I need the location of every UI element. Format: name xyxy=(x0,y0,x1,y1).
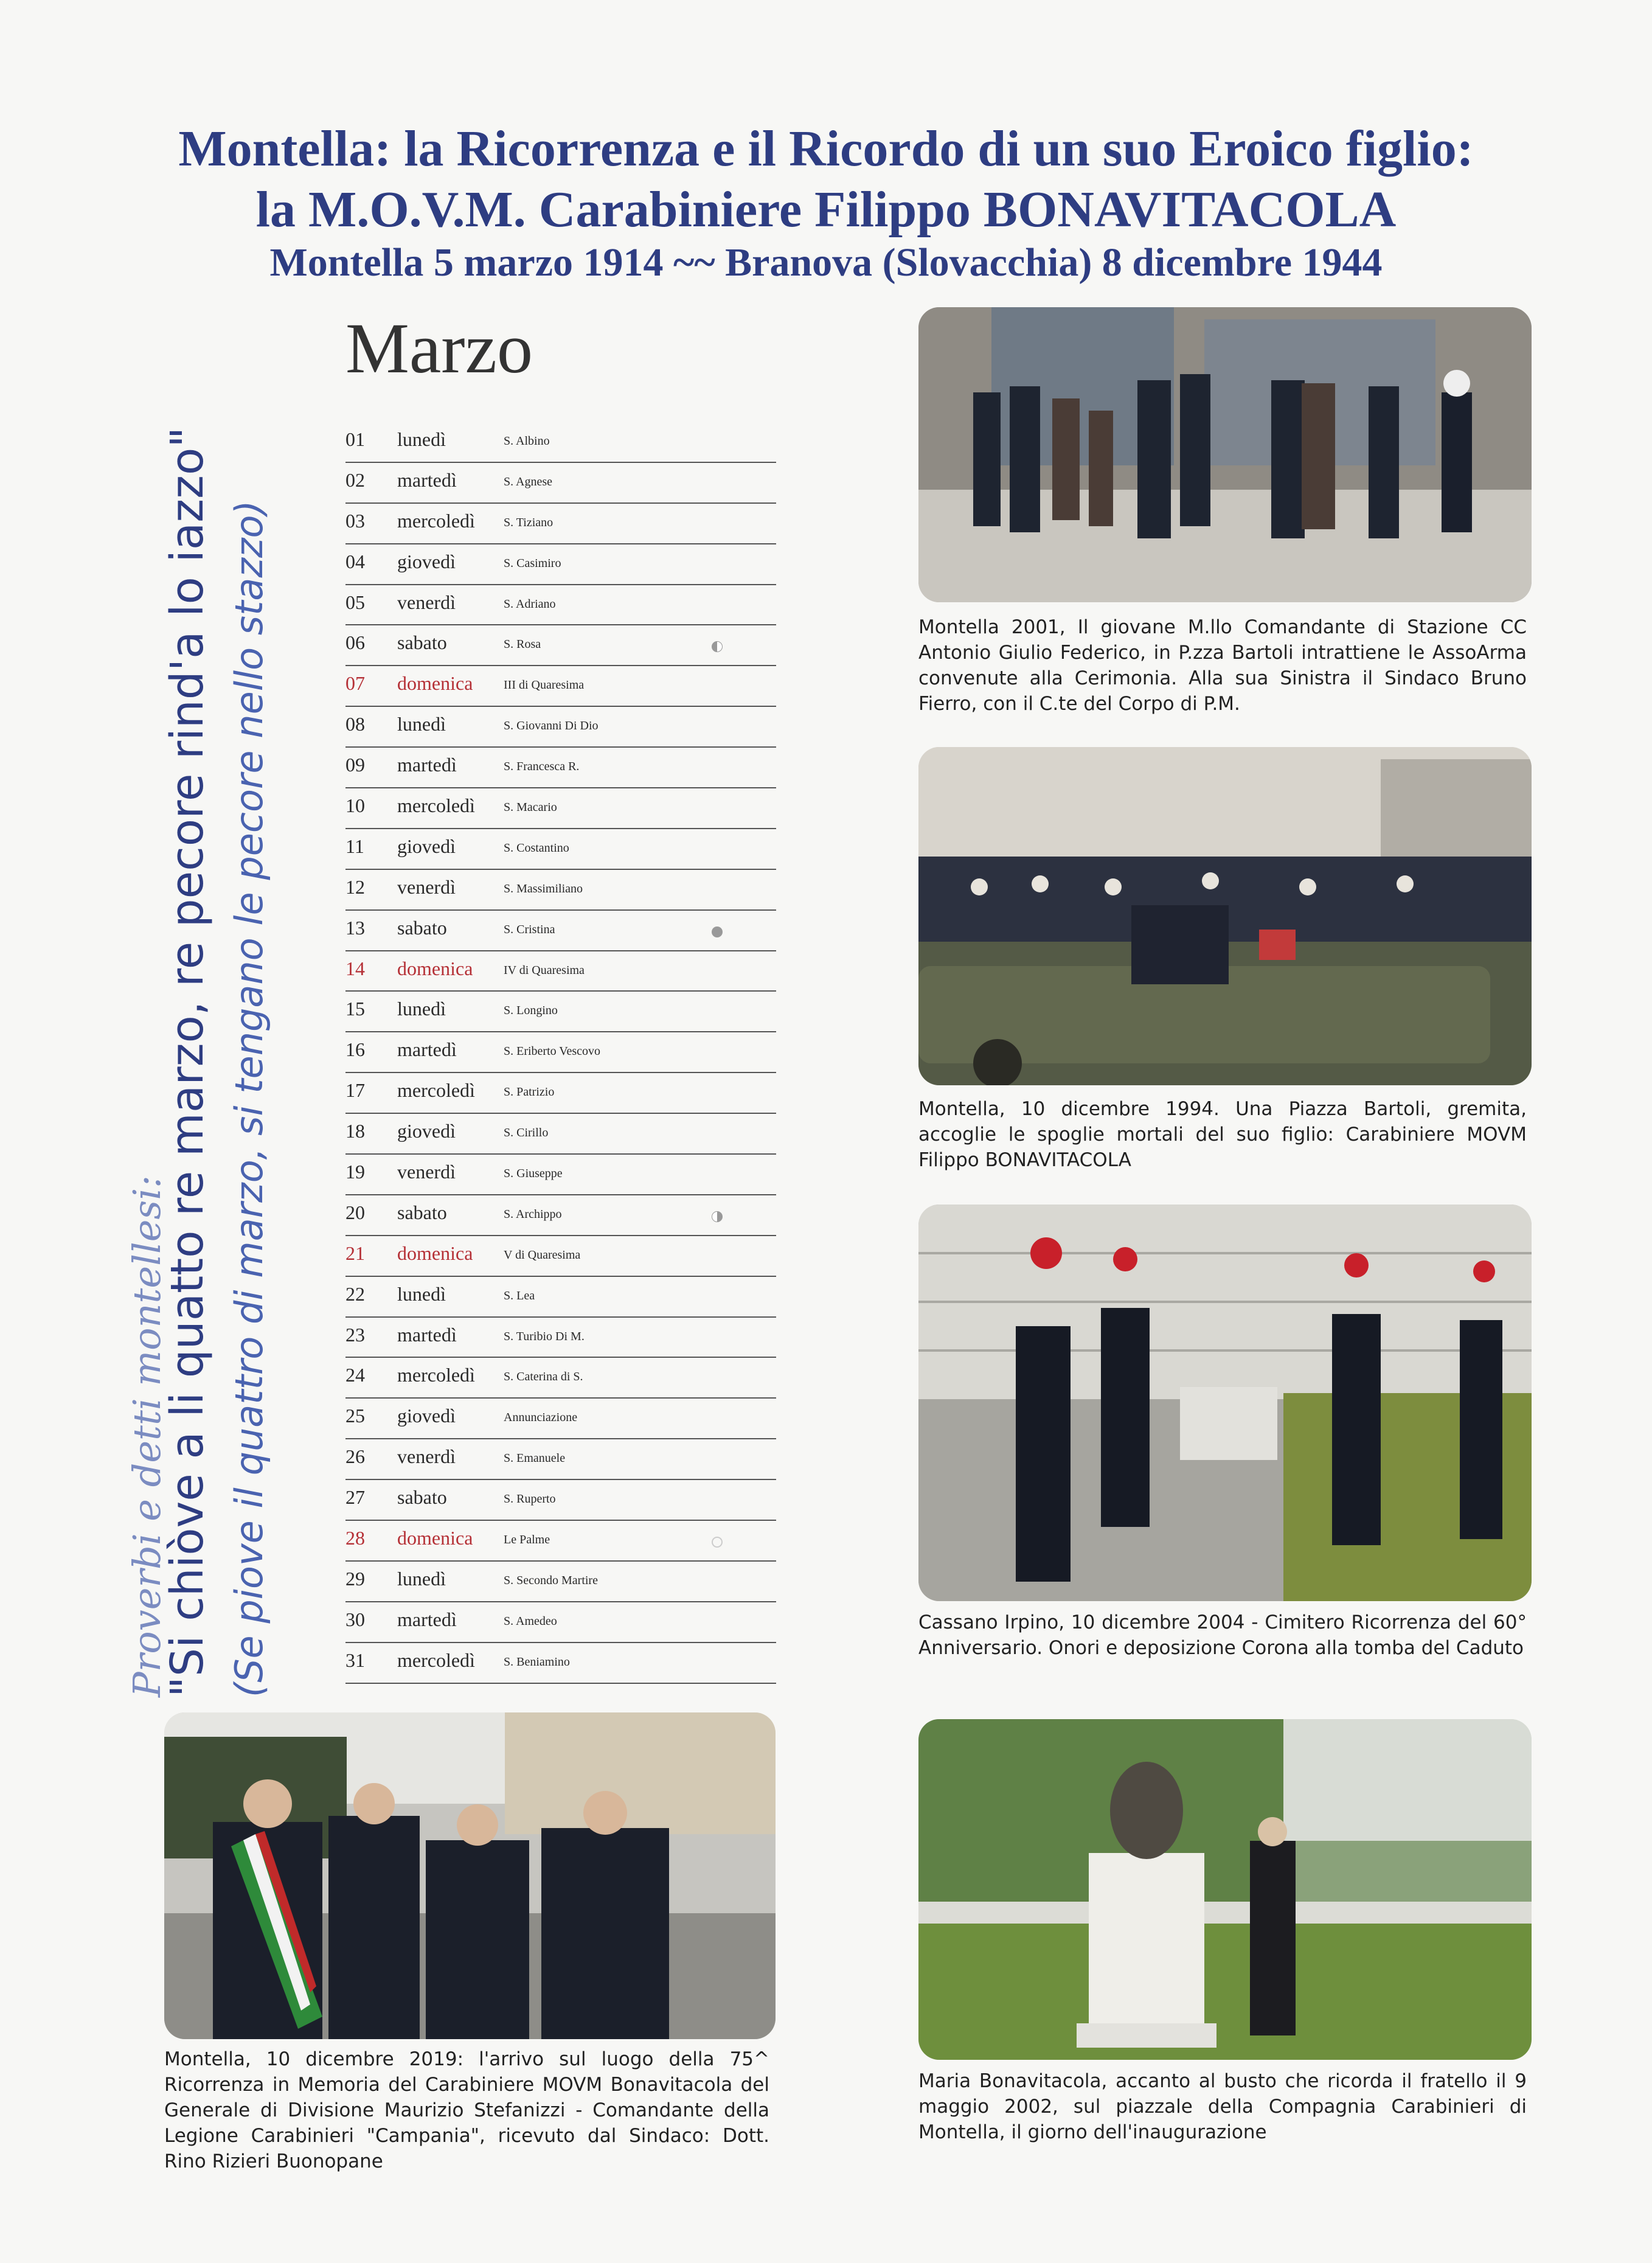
day-saint: S. Caterina di S. xyxy=(504,1370,583,1384)
proverb-translation: (Se piove il quattro di marzo, si tengano le pecore nello stazzo) xyxy=(227,500,271,1697)
calendar-day-row xyxy=(345,1521,776,1562)
day-saint: S. Archippo xyxy=(504,1207,562,1221)
day-number: 19 xyxy=(345,1161,365,1183)
photo-cemetery-2004 xyxy=(918,1204,1532,1601)
calendar-day-row xyxy=(345,504,776,544)
day-number: 08 xyxy=(345,713,365,735)
day-name: lunedì xyxy=(397,1567,446,1590)
moon-phase-icon xyxy=(712,926,723,937)
calendar-day-row xyxy=(345,1073,776,1114)
day-name: lunedì xyxy=(397,713,446,735)
day-number: 14 xyxy=(345,957,365,979)
day-number: 26 xyxy=(345,1445,365,1468)
moon-phase-icon xyxy=(712,641,723,652)
day-name: domenica xyxy=(397,1527,473,1549)
day-number: 22 xyxy=(345,1282,365,1305)
calendar-day-row xyxy=(345,625,776,666)
calendar-day-row xyxy=(345,463,776,504)
day-number: 05 xyxy=(345,591,365,613)
day-saint: Annunciazione xyxy=(504,1411,578,1425)
day-name: venerdì xyxy=(397,1445,456,1468)
moon-phase-icon xyxy=(712,1537,723,1548)
day-number: 27 xyxy=(345,1486,365,1509)
day-name: venerdì xyxy=(397,591,456,613)
day-number: 25 xyxy=(345,1405,365,1427)
day-number: 02 xyxy=(345,468,365,491)
day-name: sabato xyxy=(397,1486,447,1509)
day-saint: S. Emanuele xyxy=(504,1451,566,1465)
day-saint: S. Ruperto xyxy=(504,1492,556,1506)
day-number: 29 xyxy=(345,1567,365,1590)
day-name: giovedì xyxy=(397,835,456,857)
photo-arrival-2019 xyxy=(164,1712,776,2039)
calendar-day-row xyxy=(345,1236,776,1277)
day-number: 24 xyxy=(345,1364,365,1386)
day-saint: S. Cristina xyxy=(504,922,555,936)
caption-photo-1: Montella 2001, Il giovane M.llo Comandante di Stazione CC Antonio Giulio Federico, in P.zza Bartoli intrattiene le AssoArma convenute alla Cerimonia. Alla sua Sinistra il Sindaco Bruno Fierro, con il C.te del Corpo di P.M. xyxy=(918,616,1527,715)
day-number: 13 xyxy=(345,916,365,939)
proverb-block xyxy=(119,420,301,1697)
caption-photo-3: Cassano Irpino, 10 dicembre 2004 - Cimitero Ricorrenza del 60° Anniversario. Onori e deposizione Corona alla tomba del Caduto xyxy=(918,1611,1527,1659)
caption-photo-2: Montella, 10 dicembre 1994. Una Piazza Bartoli, gremita, accoglie le spoglie mortali del suo figlio: Carabiniere MOVM Filippo BONAVITACOLA xyxy=(918,1098,1527,1171)
day-name: martedì xyxy=(397,754,457,776)
calendar-day-row xyxy=(345,788,776,829)
day-name: sabato xyxy=(397,1201,447,1223)
day-name: martedì xyxy=(397,468,457,491)
day-name: lunedì xyxy=(397,1282,446,1305)
proverb-text: "Si chiòve a li quatto re marzo, re pecore rind'a lo iazzo" xyxy=(161,426,213,1697)
photo-piazza-1994 xyxy=(918,747,1532,1085)
photo-ceremony-2001 xyxy=(918,307,1532,602)
calendar-day-row xyxy=(345,870,776,911)
calendar-day-row xyxy=(345,422,776,463)
day-name: venerdì xyxy=(397,875,456,898)
day-name: mercoledì xyxy=(397,1364,475,1386)
day-saint: S. Macario xyxy=(504,801,557,815)
calendar-day-row xyxy=(345,1480,776,1521)
title-line-1: Montella: la Ricorrenza e il Ricordo di un suo Eroico figlio: xyxy=(178,120,1474,177)
day-name: domenica xyxy=(397,672,473,695)
day-saint: V di Quaresima xyxy=(504,1248,581,1262)
day-saint: S. Albino xyxy=(504,434,550,448)
day-saint: S. Patrizio xyxy=(504,1085,555,1099)
day-number: 21 xyxy=(345,1242,365,1264)
day-saint: S. Amedeo xyxy=(504,1614,557,1628)
day-number: 11 xyxy=(345,835,364,857)
day-name: giovedì xyxy=(397,1405,456,1427)
day-number: 04 xyxy=(345,550,365,572)
day-saint: S. Casimiro xyxy=(504,556,561,570)
day-saint: S. Secondo Martire xyxy=(504,1573,598,1587)
calendar-day-row xyxy=(345,1032,776,1073)
calendar-day-row xyxy=(345,585,776,626)
calendar-day-row xyxy=(345,1602,776,1643)
calendar-day-row xyxy=(345,1155,776,1195)
day-number: 30 xyxy=(345,1608,365,1630)
day-number: 01 xyxy=(345,428,365,450)
day-number: 09 xyxy=(345,754,365,776)
day-saint: S. Costantino xyxy=(504,841,569,855)
calendar-day-row xyxy=(345,1195,776,1236)
title-dates: Montella 5 marzo 1914 ~~ Branova (Slovacchia) 8 dicembre 1944 xyxy=(269,240,1383,285)
day-number: 06 xyxy=(345,631,365,654)
calendar-day-row xyxy=(345,1439,776,1480)
calendar-day-row xyxy=(345,1399,776,1439)
day-number: 20 xyxy=(345,1201,365,1223)
day-saint: S. Giuseppe xyxy=(504,1167,563,1181)
calendar-day-row xyxy=(345,829,776,870)
day-saint: S. Beniamino xyxy=(504,1655,570,1669)
day-saint: S. Massimiliano xyxy=(504,881,583,895)
day-name: mercoledì xyxy=(397,509,475,532)
day-name: mercoledì xyxy=(397,1649,475,1671)
day-name: martedì xyxy=(397,1323,457,1346)
day-name: domenica xyxy=(397,957,473,979)
day-name: giovedì xyxy=(397,1120,456,1142)
day-name: martedì xyxy=(397,1608,457,1630)
day-saint: IV di Quaresima xyxy=(504,963,585,977)
calendar-day-row xyxy=(345,666,776,707)
calendar-day-row xyxy=(345,1643,776,1684)
proverb-intro: Proverbi e detti montellesi: xyxy=(125,1175,169,1697)
calendar-day-row xyxy=(345,748,776,788)
calendar-day-row xyxy=(345,911,776,951)
day-name: sabato xyxy=(397,916,447,939)
month-title: Marzo xyxy=(345,308,533,388)
day-name: lunedì xyxy=(397,998,446,1020)
day-saint: S. Adriano xyxy=(504,597,556,611)
day-saint: III di Quaresima xyxy=(504,678,585,692)
moon-phase-icon xyxy=(712,1211,723,1222)
day-saint: S. Lea xyxy=(504,1288,535,1302)
day-number: 18 xyxy=(345,1120,365,1142)
day-number: 31 xyxy=(345,1649,365,1671)
day-saint: S. Cirillo xyxy=(504,1126,549,1140)
calendar-day-row xyxy=(345,951,776,992)
day-saint: S. Agnese xyxy=(504,474,552,488)
calendar-list xyxy=(345,422,776,1684)
day-number: 03 xyxy=(345,509,365,532)
day-name: martedì xyxy=(397,1038,457,1061)
calendar-day-row xyxy=(345,1114,776,1155)
calendar-day-row xyxy=(345,1318,776,1358)
day-saint: S. Francesca R. xyxy=(504,760,580,774)
day-name: giovedì xyxy=(397,550,456,572)
calendar-day-row xyxy=(345,1277,776,1318)
day-saint: S. Longino xyxy=(504,1004,558,1018)
day-name: mercoledì xyxy=(397,794,475,817)
day-saint: S. Giovanni Di Dio xyxy=(504,719,599,733)
day-number: 12 xyxy=(345,875,365,898)
caption-photo-4: Maria Bonavitacola, accanto al busto che ricorda il fratello il 9 maggio 2002, sul piazzale della Compagnia Carabinieri di Montella, il giorno dell'inaugurazione xyxy=(918,2070,1527,2143)
day-saint: S. Turibio Di M. xyxy=(504,1329,585,1343)
day-name: domenica xyxy=(397,1242,473,1264)
day-name: sabato xyxy=(397,631,447,654)
day-name: lunedì xyxy=(397,428,446,450)
day-number: 15 xyxy=(345,998,365,1020)
day-saint: S. Tiziano xyxy=(504,515,554,529)
day-number: 16 xyxy=(345,1038,365,1061)
photo-bust-2002 xyxy=(918,1719,1532,2060)
calendar-day-row xyxy=(345,1358,776,1399)
day-saint: Le Palme xyxy=(504,1533,550,1547)
calendar-day-row xyxy=(345,544,776,585)
day-number: 28 xyxy=(345,1527,365,1549)
day-name: mercoledì xyxy=(397,1079,475,1102)
caption-photo-5: Montella, 10 dicembre 2019: l'arrivo sul luogo della 75^ Ricorrenza in Memoria del Carabiniere MOVM Bonavitacola del Generale di Divisione Maurizio Stefanizzi - Comandante della Legione Carabinieri "Campania", ricevuto dal Sindaco: Dott. Rino Rizieri Buonopane xyxy=(164,2048,769,2172)
day-saint: S. Rosa xyxy=(504,638,541,652)
day-number: 07 xyxy=(345,672,365,695)
day-saint: S. Eriberto Vescovo xyxy=(504,1045,601,1058)
title-line-2: la M.O.V.M. Carabiniere Filippo BONAVITACOLA xyxy=(255,181,1397,238)
day-number: 10 xyxy=(345,794,365,817)
day-number: 23 xyxy=(345,1323,365,1346)
calendar-day-row xyxy=(345,707,776,748)
day-name: venerdì xyxy=(397,1161,456,1183)
day-number: 17 xyxy=(345,1079,365,1102)
calendar-day-row xyxy=(345,992,776,1032)
calendar-day-row xyxy=(345,1562,776,1602)
